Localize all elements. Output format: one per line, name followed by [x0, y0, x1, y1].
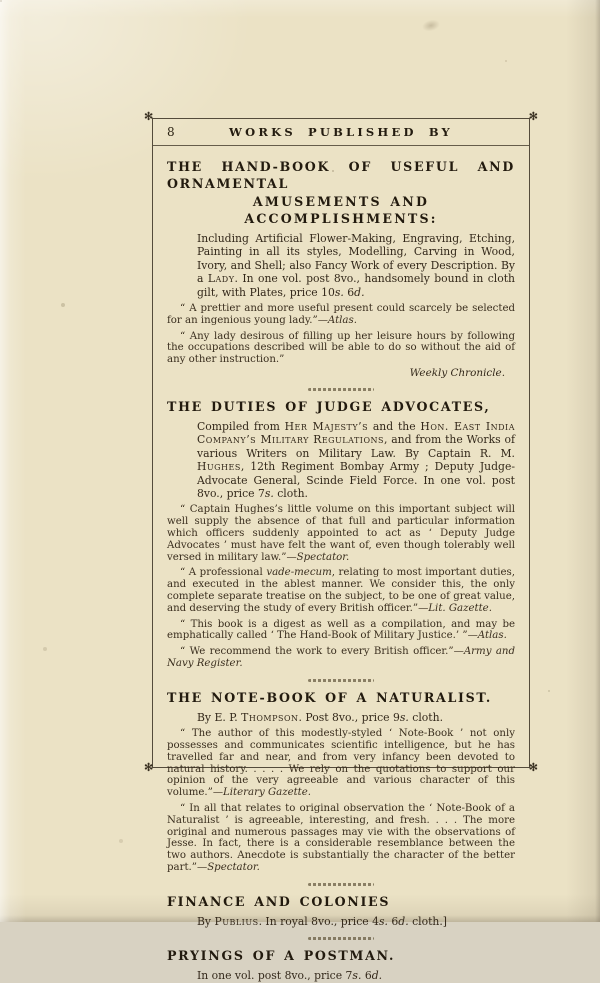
- review-quote: [167, 646, 515, 670]
- book-title-line: THE HAND-BOOK OF USEFUL AND ORNAMENTAL: [167, 159, 515, 191]
- book-entry-handbook: [167, 158, 515, 379]
- quote-text: “ This book is a digest as well as a compilation, and may be emphatically called ‘ The Hand-Book of Military Justice.’ ”: [167, 618, 515, 642]
- book-title-line: THE NOTE-BOOK OF A NATURALIST.: [167, 689, 492, 705]
- running-head: [153, 119, 529, 146]
- review-quote: [167, 303, 515, 327]
- section-divider: [308, 883, 374, 886]
- book-entry-naturalist: [167, 689, 515, 874]
- book-entry-judge-advocates: [167, 398, 515, 670]
- corner-ornament-icon: ✻: [528, 761, 538, 774]
- pencil-smudge-artifact: [421, 18, 441, 33]
- section-divider: [308, 937, 374, 940]
- section-divider: [308, 388, 374, 391]
- page-number: 8: [167, 125, 175, 139]
- review-quote: [167, 803, 515, 874]
- quote-source: —Spectator.: [197, 861, 260, 873]
- book-title-line: AMUSEMENTS AND ACCOMPLISHMENTS:: [244, 194, 438, 226]
- review-quote: [167, 504, 515, 563]
- book-description: Compiled from Her Majesty’s and the Hon. East India Company’s Military Regulations, and from the Works of various Writers on Military Law. By Captain R. M. Hughes, 12th Regiment Bombay Army ; Deputy Judge-Advocate General, Scinde Field Force. In one vol. post 8vo., price 7s. cloth.: [197, 420, 515, 501]
- page-content: [153, 146, 529, 983]
- corner-ornament-icon: ✻: [144, 110, 154, 123]
- book-byline: In one vol. post 8vo., price 7s. 6d.: [197, 969, 383, 983]
- corner-ornament-icon: ✻: [528, 110, 538, 123]
- book-title-line: PRYINGS OF A POSTMAN.: [167, 948, 396, 964]
- review-quote: [167, 331, 515, 366]
- review-quote: [167, 619, 515, 643]
- quote-source: —Atlas.: [317, 314, 357, 326]
- quote-text: “ A prettier and more useful present could scarcely be selected for an ingenious young lady.”: [167, 303, 515, 326]
- running-head-title: WORKS PUBLISHED BY: [229, 125, 453, 139]
- section-divider: [308, 679, 374, 682]
- quote-text: “ A professional vade-mecum, relating to most important duties, and executed in the ablest manner. We consider this, the only complete separate treatise on the subject, to be one of great value, and deserving the study of every British officer.”: [167, 567, 515, 614]
- review-quote: [167, 567, 515, 614]
- review-quote: [167, 728, 515, 799]
- quote-source: —Literary Gazette.: [212, 787, 312, 799]
- book-title-line: FINANCE AND COLONIES: [167, 893, 391, 909]
- book-entry-pryings-postman: [167, 947, 515, 982]
- quote-text: “ Any lady desirous of filling up her leisure hours by following the occupations described will be able to do so without the aid of any other instruction.”: [167, 330, 515, 366]
- book-description: Including Artificial Flower-Making, Engraving, Etching, Painting in all its styles, Modelling, Carving in Wood, Ivory, and Shell; also Fancy Work of every Description. By a Lady. In one vol. post 8vo., handsomely bound in cloth gilt, with Plates, price 10s. 6d.: [197, 232, 515, 299]
- book-byline: By Publius. In royal 8vo., price 4s. 6d. cloth.]: [197, 914, 448, 928]
- quote-source: —Spectator.: [286, 551, 350, 563]
- quote-source: —Atlas.: [467, 630, 507, 642]
- quote-text: “ In all that relates to original observation the ‘ Note-Book of a Naturalist ’ is agreeable, interesting, and fresh. . . . The more original and numerous passages may vie with the observations of Jesse. In fact, there is a considerable resemblance between the two authors. Anecdote is substantially the character of the better part.”: [167, 803, 515, 873]
- page-border-frame: [144, 110, 538, 983]
- book-byline: By E. P. Thompson. Post 8vo., price 9s. cloth.: [197, 710, 444, 724]
- quote-source: —Army and Navy Register.: [167, 646, 516, 670]
- quote-text: “ The author of this modestly-styled ‘ Note-Book ’ not only possesses and communicates scientific intelligence, but he has travelled far and near, and from very infancy been devoted to natural history. . . . . We rely on the quotations to support our opinion of the very agreeable and various character of this volume.”: [167, 728, 515, 799]
- book-entry-finance-colonies: [167, 893, 515, 928]
- corner-ornament-icon: ✻: [144, 761, 154, 774]
- quote-source: Weekly Chronicle.: [409, 367, 505, 380]
- quote-text: “ We recommend the work to every British officer.”: [180, 646, 454, 658]
- quote-text: “ Captain Hughes’s little volume on this important subject will well supply the absence of that full and particular information which officers suddenly appointed to act as ‘ Deputy Judge Advocates ’ must have felt the want of, even though tolerably well versed in military law.”: [167, 504, 515, 563]
- book-title-line: THE DUTIES OF JUDGE ADVOCATES,: [167, 399, 491, 415]
- quote-source: —Lit. Gazette.: [418, 602, 492, 614]
